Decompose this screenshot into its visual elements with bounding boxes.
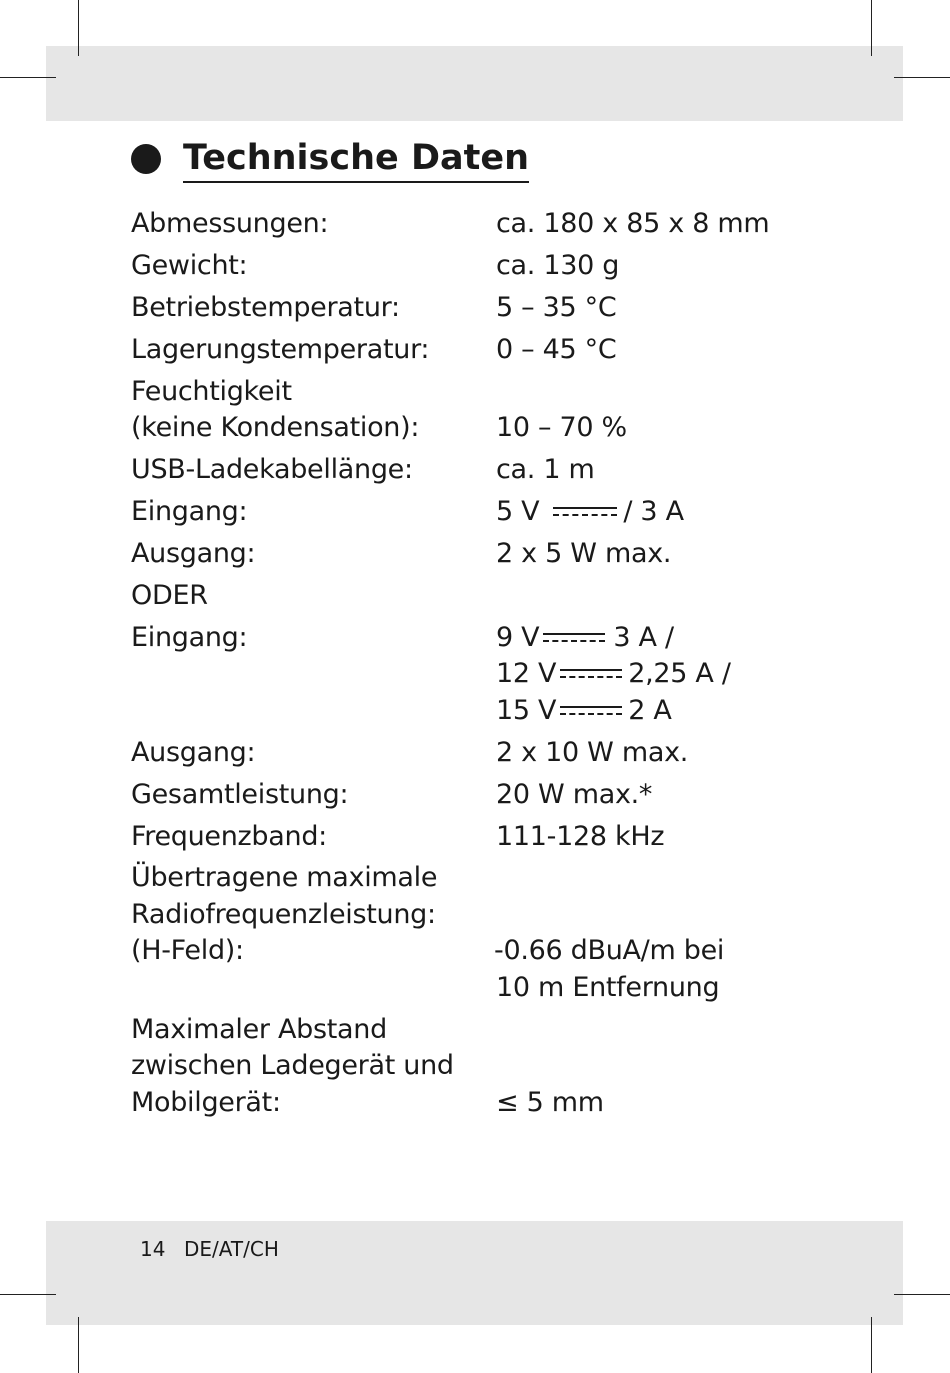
- direct-current-icon: [560, 703, 622, 717]
- spec-label: Abmessungen:: [131, 208, 329, 239]
- spec-value: 2 x 10 W max.: [496, 737, 689, 768]
- spec-label: Ausgang:: [131, 538, 256, 569]
- spec-label: (H-Feld):: [131, 935, 244, 966]
- spec-label: Feuchtigkeit: [131, 376, 292, 407]
- spec-value: 5 – 35 °C: [496, 292, 617, 323]
- spec-value: [496, 619, 674, 656]
- crop-mark: [78, 1317, 79, 1373]
- spec-label: Lagerungstemperatur:: [131, 334, 430, 365]
- footer-band: [46, 1221, 903, 1325]
- spec-value: 20 W max.*: [496, 779, 653, 810]
- spec-value: 0 – 45 °C: [496, 334, 617, 365]
- spec-label: Radiofrequenzleistung:: [131, 899, 436, 930]
- spec-value: 111-128 kHz: [496, 821, 665, 852]
- spec-value: ca. 1 m: [496, 454, 595, 485]
- page-title: Technische Daten: [183, 136, 529, 183]
- spec-label: Betriebstemperatur:: [131, 292, 400, 323]
- direct-current-icon: [560, 666, 622, 680]
- spec-label: zwischen Ladegerät und: [131, 1050, 454, 1081]
- filled-circle-icon: [131, 144, 161, 174]
- spec-label: Maximaler Abstand: [131, 1014, 387, 1045]
- spec-value: ca. 180 x 85 x 8 mm: [496, 208, 770, 239]
- spec-label: Ausgang:: [131, 737, 256, 768]
- spec-label: Gesamtleistung:: [131, 779, 349, 810]
- spec-label: Frequenzband:: [131, 821, 327, 852]
- page-number: 14: [140, 1237, 166, 1261]
- spec-value: [496, 493, 684, 530]
- voltage: 5 V: [496, 496, 540, 527]
- direct-current-icon: [553, 504, 617, 518]
- crop-mark: [871, 1317, 872, 1373]
- spec-value: 10 – 70 %: [496, 412, 627, 443]
- spec-label: (keine Kondensation):: [131, 412, 420, 443]
- voltage: 9 V: [496, 622, 540, 653]
- crop-mark: [78, 0, 79, 56]
- spec-label: Eingang:: [131, 622, 248, 653]
- spec-label: Eingang:: [131, 496, 248, 527]
- crop-mark: [871, 0, 872, 56]
- spec-value: [496, 655, 731, 692]
- language-code: DE/AT/CH: [184, 1237, 279, 1261]
- spec-label: Übertragene maximale: [131, 862, 438, 893]
- crop-mark: [0, 1294, 56, 1295]
- spec-value: ≤ 5 mm: [496, 1087, 604, 1118]
- spec-label: USB-Ladekabellänge:: [131, 454, 413, 485]
- spec-value: 2 x 5 W max.: [496, 538, 672, 569]
- spec-value: [496, 692, 672, 729]
- current: 2 A: [628, 695, 672, 726]
- crop-mark: [0, 77, 56, 78]
- current: 3 A /: [613, 622, 674, 653]
- spec-value: ca. 130 g: [496, 250, 620, 281]
- voltage: 12 V: [496, 658, 557, 689]
- direct-current-icon: [543, 630, 605, 644]
- spec-label: Mobilgerät:: [131, 1087, 281, 1118]
- header-band: [46, 46, 903, 121]
- spec-value: 10 m Entfernung: [496, 972, 720, 1003]
- voltage: 15 V: [496, 695, 557, 726]
- current: / 3 A: [623, 496, 684, 527]
- crop-mark: [894, 77, 950, 78]
- spec-label: Gewicht:: [131, 250, 248, 281]
- spec-label: ODER: [131, 580, 208, 611]
- crop-mark: [894, 1294, 950, 1295]
- current: 2,25 A /: [628, 658, 731, 689]
- spec-value: -0.66 dBuA/m bei: [494, 935, 725, 966]
